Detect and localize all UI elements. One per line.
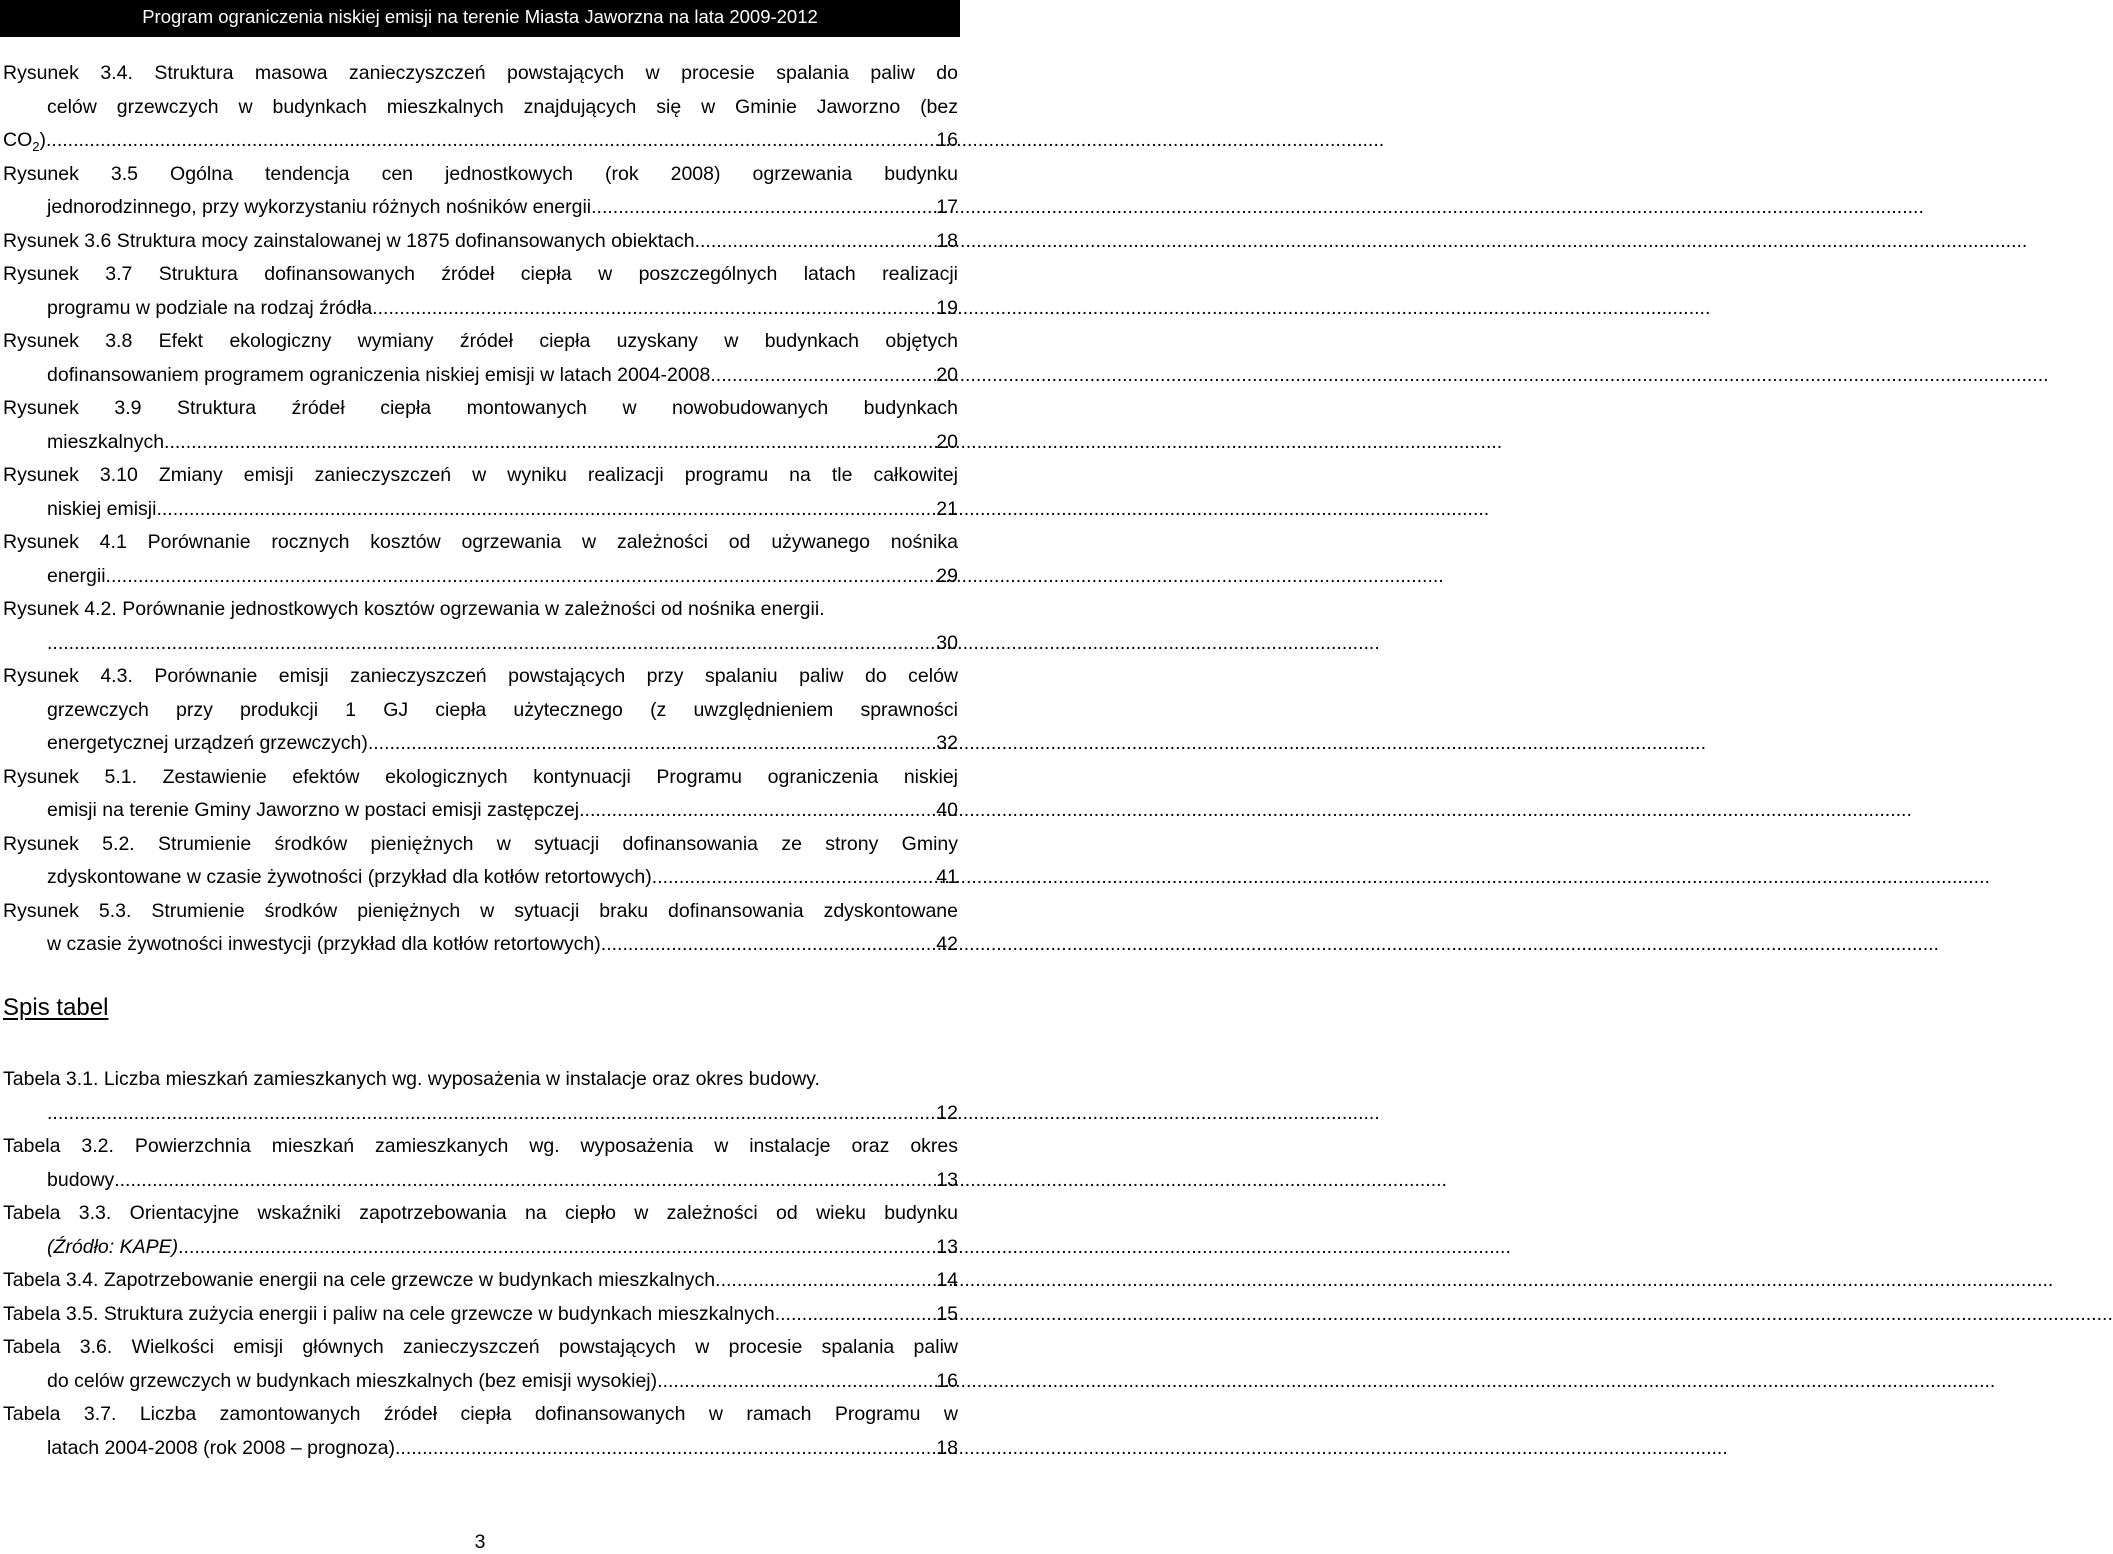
page-ref: 42: [936, 933, 958, 955]
toc-line: [3, 1298, 958, 1332]
toc-line: [47, 1432, 958, 1466]
page-ref: 13: [936, 1168, 958, 1191]
toc-entry[interactable]: [3, 761, 958, 828]
toc-line: Rysunek 4.1 Porównanie rocznych kosztów ogrzewania w zależności od używanego nośnika: [3, 531, 958, 553]
toc-entry[interactable]: [3, 225, 958, 259]
tables-list: [3, 1063, 958, 1465]
toc-line: [3, 225, 958, 259]
toc-entry[interactable]: [3, 1130, 958, 1197]
dot-leader: [111, 560, 935, 594]
toc-entry[interactable]: [3, 258, 958, 325]
toc-line: Rysunek 3.9 Struktura źródeł ciepła montowanych w nowobudowanych budynkach: [3, 397, 958, 419]
page-ref: 16: [936, 1369, 958, 1392]
page-number: 3: [474, 1531, 486, 1553]
toc-entry[interactable]: [3, 325, 958, 392]
dot-leader: [373, 727, 935, 761]
entry-text: energii.: [47, 564, 111, 587]
toc-line: [47, 1164, 958, 1198]
toc-entry[interactable]: [3, 526, 958, 593]
toc-entry[interactable]: [3, 1264, 958, 1298]
toc-line: [47, 928, 958, 962]
page-ref: 14: [936, 1269, 958, 1291]
toc-line: [3, 124, 958, 158]
dot-leader: [721, 1264, 936, 1298]
page-ref: 41: [936, 866, 958, 888]
toc-line: Rysunek 5.3. Strumienie środków pieniężnych w sytuacji braku dofinansowania zdyskontowane: [3, 899, 958, 922]
page-ref: 29: [936, 564, 958, 587]
page-ref: 17: [936, 196, 958, 218]
toc-line: [47, 359, 958, 393]
toc-entry[interactable]: [3, 660, 958, 761]
dot-leader: [663, 1365, 936, 1399]
entry-text: Tabela 3.4. Zapotrzebowanie energii na cele grzewcze w budynkach mieszkalnych.: [3, 1269, 721, 1291]
header-title: Program ograniczenia niskiej emisji na terenie Miasta Jaworzna na lata 2009-2012: [142, 6, 818, 27]
entry-text: mieszkalnych.: [47, 430, 170, 453]
toc-entry[interactable]: [3, 1197, 958, 1264]
entry-text: (Źródło: KAPE): [47, 1235, 179, 1258]
toc-line: [3, 1264, 958, 1298]
toc-line: Tabela 3.1. Liczba mieszkań zamieszkanych wg. wyposażenia w instalacje oraz okres budowy.: [3, 1068, 820, 1090]
dot-leader: [780, 1298, 935, 1332]
toc-line: Rysunek 5.2. Strumienie środków pieniężnych w sytuacji dofinansowania ze strony Gminy: [3, 832, 958, 855]
toc-line: [47, 560, 958, 594]
dot-leader: [47, 1097, 935, 1131]
entry-text: jednorodzinnego, przy wykorzystaniu różnych nośników energii: [47, 196, 592, 218]
toc-line: [47, 426, 958, 460]
page-ref: 40: [936, 799, 958, 821]
page-ref: 13: [936, 1235, 958, 1258]
toc-line: [47, 191, 958, 225]
toc-line: Rysunek 3.5 Ogólna tendencja cen jednostkowych (rok 2008) ogrzewania budynku: [3, 162, 958, 185]
dot-leader: [579, 794, 935, 828]
toc-entry[interactable]: [3, 1063, 958, 1130]
page-ref: 12: [936, 1101, 958, 1124]
dot-leader: [378, 292, 936, 326]
toc-line: Rysunek 5.1. Zestawienie efektów ekologicznych kontynuacji Programu ograniczenia niskiej: [3, 765, 958, 788]
entry-text: Tabela 3.5. Struktura zużycia energii i paliw na cele grzewcze w budynkach mieszkalnych.: [3, 1302, 781, 1325]
toc-line: Rysunek 3.7 Struktura dofinansowanych źródeł ciepła w poszczególnych latach realizacji: [3, 263, 958, 285]
toc-line: [47, 727, 958, 761]
dot-leader: [114, 1164, 935, 1198]
toc-line: Rysunek 3.4. Struktura masowa zanieczyszczeń powstających w procesie spalania paliw do: [3, 62, 958, 84]
toc-line: [47, 1231, 958, 1265]
entry-text: energetycznej urządzeń grzewczych).: [47, 732, 374, 754]
figures-list: [3, 57, 958, 962]
toc-line: [47, 627, 958, 661]
page-ref: 21: [936, 497, 958, 520]
dot-leader: [591, 191, 935, 225]
entry-text: emisji na terenie Gminy Jaworzno w postaci emisji zastępczej: [47, 799, 580, 821]
page-ref: 20: [936, 363, 958, 386]
toc-line: Tabela 3.2. Powierzchnia mieszkań zamieszkanych wg. wyposażenia w instalacje oraz okres: [3, 1135, 958, 1157]
dot-leader: [51, 124, 935, 158]
page-header: [0, 0, 960, 37]
entry-text: zdyskontowane w czasie żywotności (przykład dla kotłów retortowych).: [47, 866, 658, 888]
toc-entry[interactable]: [3, 392, 958, 459]
toc-line: [47, 493, 958, 527]
toc-entry[interactable]: [3, 1398, 958, 1465]
toc-line: Tabela 3.3. Orientacyjne wskaźniki zapotrzebowania na ciepło w zależności od wieku budynku: [3, 1202, 958, 1224]
page-ref: 18: [936, 229, 958, 252]
dot-leader: [657, 861, 935, 895]
toc-line: Tabela 3.7. Liczba zamontowanych źródeł ciepła dofinansowanych w ramach Programu w: [3, 1403, 958, 1425]
toc-entry[interactable]: [3, 1331, 958, 1398]
toc-line: Rysunek 3.10 Zmiany emisji zanieczyszczeń w wyniku realizacji programu na tle całkowitej: [3, 464, 958, 486]
toc-line: [47, 861, 958, 895]
entry-text: budowy: [47, 1168, 115, 1191]
toc-entry[interactable]: [3, 828, 958, 895]
toc-entry[interactable]: [3, 895, 958, 962]
dot-leader: [395, 1432, 935, 1466]
entry-text: niskiej emisji: [47, 497, 157, 520]
toc-line: grzewczych przy produkcji 1 GJ ciepła użytecznego (z uwzględnieniem sprawności: [47, 698, 958, 721]
entry-text: programu w podziale na rodzaj źródła.: [47, 296, 378, 319]
page-ref: 16: [936, 129, 958, 151]
page-ref: 32: [936, 732, 958, 754]
toc-entry[interactable]: [3, 459, 958, 526]
toc-entry[interactable]: [3, 57, 958, 158]
toc-line: [47, 292, 958, 326]
entry-text: w czasie żywotności inwestycji (przykład dla kotłów retortowych).: [47, 933, 607, 955]
dot-leader: [606, 928, 935, 962]
dot-leader: [156, 493, 935, 527]
dot-leader: [716, 359, 936, 393]
dot-leader: [47, 627, 935, 661]
toc-entry[interactable]: [3, 158, 958, 225]
dot-leader: [695, 225, 936, 259]
toc-line: [47, 794, 958, 828]
page-ref: 15: [936, 1302, 958, 1325]
toc-entry[interactable]: [3, 1298, 958, 1332]
entry-text: do celów grzewczych w budynkach mieszkalnych (bez emisji wysokiej).: [47, 1369, 663, 1392]
page-ref: 30: [936, 631, 958, 654]
dot-leader: [169, 426, 935, 460]
entry-text: $CO_2$).: [3, 129, 52, 154]
dot-leader: [178, 1231, 935, 1265]
page-ref: 18: [936, 1436, 958, 1459]
entry-text: dofinansowaniem programem ograniczenia niskiej emisji w latach 2004-2008.: [47, 363, 716, 386]
toc-line: Rysunek 4.3. Porównanie emisji zanieczyszczeń powstających przy spalaniu paliw do celów: [3, 665, 958, 687]
page-ref: 20: [936, 430, 958, 453]
section-title-tables: Spis tabel: [3, 994, 109, 1021]
toc-line: Rysunek 3.8 Efekt ekologiczny wymiany źródeł ciepła uzyskany w budynkach objętych: [3, 330, 958, 352]
page-ref: 19: [936, 296, 958, 319]
toc-line: Rysunek 4.2. Porównanie jednostkowych kosztów ogrzewania w zależności od nośnika energii.: [3, 598, 825, 620]
toc-line: Tabela 3.6. Wielkości emisji głównych zanieczyszczeń powstających w procesie spalania paliw: [3, 1336, 958, 1358]
toc-line: [47, 1365, 958, 1399]
entry-text: Rysunek 3.6 Struktura mocy zainstalowanej w 1875 dofinansowanych obiektach: [3, 229, 695, 252]
toc-line: celów grzewczych w budynkach mieszkalnych znajdujących się w Gminie Jaworzno (bez: [47, 95, 958, 118]
toc-entry[interactable]: [3, 593, 958, 660]
entry-text: latach 2004-2008 (rok 2008 – prognoza): [47, 1436, 395, 1459]
toc-line: [47, 1097, 958, 1131]
